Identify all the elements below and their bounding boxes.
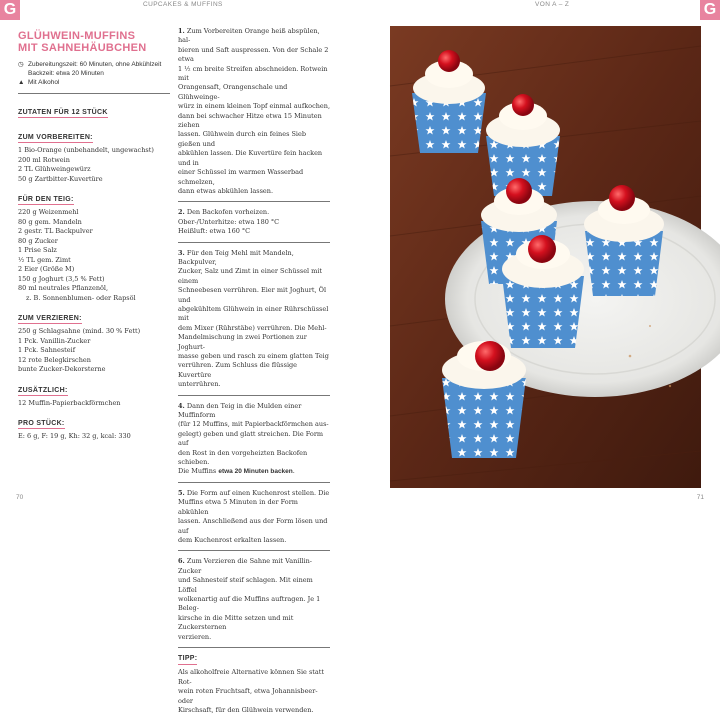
chapter-mark-right: G [700, 0, 720, 20]
step-line: Mandelmischung in zwei Portionen zur Joghurt- [178, 333, 307, 351]
step-line: Die Form auf einen Kuchenrost stellen. Die [186, 488, 330, 497]
step-line: einer Schüssel im warmen Wasserbad schmelzen, [178, 168, 304, 186]
step-number: 4. [178, 401, 185, 410]
ingredient-item: 1 Prise Salz [18, 246, 57, 254]
divider [178, 395, 330, 396]
step-4 [178, 402, 330, 477]
step-text: Die Muffins [178, 467, 219, 476]
step-line: den Rost in den vorgeheizten Backofen schieben. [178, 448, 308, 467]
recipe-title [18, 30, 170, 54]
section-nutrition [18, 410, 170, 442]
step-line: unterrühren. [178, 380, 221, 389]
running-head-right: VON A – Z [535, 1, 570, 8]
divider [178, 482, 330, 483]
ingredient-item: 12 rote Belegkirschen [18, 355, 91, 364]
running-head-left: CUPCAKES & MUFFINS [143, 1, 223, 8]
section-additional [18, 377, 170, 409]
ingredient-item: 80 ml neutrales Pflanzenöl, [18, 284, 109, 292]
step-number: 1. [178, 27, 185, 35]
page-number-left: 70 [16, 494, 24, 501]
ingredient-item: z. B. Sonnenblumen- oder Rapsöl [26, 293, 136, 302]
step-line: dann bei schwacher Hitze etwa 15 Minuten ziehen [178, 111, 322, 130]
recipe-title-line2: MIT SAHNEHÄUBCHEN [18, 42, 147, 54]
divider [178, 242, 330, 243]
step-line: Zum Vorbereiten Orange heiß abspülen, hal- [178, 27, 320, 45]
prep-time: Zubereitungszeit: 60 Minuten, ohne Abkühlzeit [28, 61, 162, 68]
step-line: Den Backofen vorheizen. [186, 208, 270, 217]
tip-line: Kirschsaft, für den Glühwein verwenden. [178, 706, 314, 714]
step-line: gelegt) geben und glatt streichen. Die Form auf [178, 429, 324, 448]
ingredient-item: 1 Bio-Orange (unbehandelt, ungewachst) [18, 146, 154, 154]
nutrition-values: E: 6 g, F: 19 g, Kh: 32 g, kcal: 330 [18, 432, 131, 440]
recipe-meta [18, 60, 170, 87]
step-line: lassen. Anschließend aus der Form lösen und auf [178, 517, 328, 535]
step-line: 1 ½ cm breite Streifen abschneiden. Rotwein mit [178, 64, 328, 83]
step-line: abgekühltem Glühwein in einer Rührschüssel mit [178, 304, 329, 323]
ingredient-item: 12 Muffin-Papierbackförmchen [18, 398, 121, 407]
clock-icon: ◷ [18, 61, 24, 68]
tip-heading: TIPP: [178, 654, 197, 665]
step-line: Heißluft: etwa 160 °C [178, 227, 251, 236]
step-line: dem Kuchenrost erkalten lassen. [178, 535, 287, 544]
step-line: abkühlen lassen. Die Kuvertüre fein hacken und in [178, 149, 323, 167]
section-heading: PRO STÜCK: [18, 420, 65, 427]
section-dough [18, 186, 170, 303]
chapter-mark-left: G [0, 0, 20, 20]
ingredient-item: 1 Pck. Sahnesteif [18, 346, 76, 354]
alcohol-note: Mit Alkohol [28, 79, 60, 86]
recipe-photo [390, 26, 701, 488]
ingredient-item: ½ TL gem. Zimt [18, 255, 71, 264]
step-number: 2. [178, 208, 185, 217]
bake-time: Backzeit: etwa 20 Minuten [28, 70, 104, 77]
section-prepare [18, 124, 170, 184]
step-line: masse geben und rasch zu einem glatten Teig [178, 352, 329, 360]
step-line: und Sahnesteif steif schlagen. Mit einem Löffel [178, 576, 313, 594]
step-line: Muffins etwa 5 Minuten in der Form abkühlen [178, 498, 298, 516]
ingredient-item: 250 g Schlagsahne (mind. 30 % Fett) [18, 327, 141, 335]
step-5 [178, 489, 330, 545]
step-text: . [292, 467, 295, 476]
step-line: Zucker, Salz und Zimt in einer Schüssel mit einem [178, 267, 323, 285]
step-line: Zum Verzieren die Sahne mit Vanillin-Zucker [178, 557, 312, 575]
ingredient-item: 50 g Zartbitter-Kuvertüre [18, 174, 103, 183]
ingredient-item: 2 Eier (Größe M) [18, 265, 75, 273]
divider [178, 550, 330, 551]
step-number: 6. [178, 557, 185, 566]
step-6 [178, 557, 330, 642]
step-line: lassen. Glühwein durch ein feines Sieb gießen und [178, 130, 307, 148]
step-line: Dann den Teig in die Mulden einer Muffinform [178, 401, 302, 420]
step-line: verrühren. Zum Schluss die flüssige Kuvertüre [178, 361, 298, 379]
tip-line: wein roten Fruchtsaft, etwa Johannisbeer- oder [178, 687, 318, 705]
step-3 [178, 249, 330, 390]
ingredient-item: 1 Pck. Vanillin-Zucker [18, 336, 91, 345]
step-number: 5. [178, 488, 185, 497]
step-line: würz in einem kleinen Topf einmal aufkochen, [178, 102, 331, 111]
step-line: verzieren. [178, 632, 212, 641]
step-1 [178, 27, 330, 196]
step-number: 3. [178, 248, 185, 257]
divider [18, 93, 170, 94]
triangle-icon: ▲ [18, 79, 25, 86]
ingredient-item: 2 gestr. TL Backpulver [18, 227, 93, 235]
step-line: kirsche in die Mitte setzen und mit Zuckersternen [178, 613, 294, 632]
step-line: bieren und Saft auspressen. Von der Schale 2 etwa [178, 45, 329, 64]
step-highlight: etwa 20 Minuten backen [218, 468, 293, 476]
step-line: dem Mixer (Rührstäbe) verrühren. Die Mehl- [178, 323, 327, 332]
recipe-title-line1: GLÜHWEIN-MUFFINS [18, 30, 136, 42]
tip-box [178, 654, 330, 715]
section-heading: ZUSÄTZLICH: [18, 386, 68, 394]
page-number-right: 71 [696, 494, 704, 501]
step-2 [178, 208, 330, 236]
step-line: (für 12 Muffins, mit Papierbackförmchen aus- [178, 420, 329, 429]
ingredient-item: 150 g Joghurt (3,5 % Fett) [18, 274, 105, 283]
ingredient-item: bunte Zucker-Dekorsterne [18, 365, 106, 373]
ingredients-column [18, 30, 170, 442]
section-heading: FÜR DEN TEIG: [18, 196, 74, 203]
tip-line: Als alkoholfreie Alternative können Sie statt Rot- [178, 668, 325, 686]
ingredient-item: 220 g Weizenmehl [18, 208, 79, 216]
cupcake-6 [442, 341, 526, 458]
step-line [178, 467, 330, 476]
ingredient-item: 200 ml Rotwein [18, 155, 70, 164]
step-line: Ober-/Unterhitze: etwa 180 °C [178, 217, 280, 226]
step-line: wolkenartig auf die Muffins auftragen. Je 1 Beleg- [178, 594, 321, 613]
step-line: dann etwas abkühlen lassen. [178, 186, 274, 195]
section-decorate [18, 305, 170, 375]
section-heading: ZUM VERZIEREN: [18, 315, 82, 322]
divider [178, 201, 330, 202]
section-heading: ZUM VORBEREITEN: [18, 134, 93, 141]
servings-heading: ZUTATEN FÜR 12 STÜCK [18, 109, 108, 116]
cupcakes-illustration [390, 26, 701, 488]
step-line: Schneebesen verrühren. Eier mit Joghurt, Öl und [178, 286, 327, 304]
step-line: Orangensaft, Orangenschale und Glühweinge- [178, 83, 288, 101]
step-line: Für den Teig Mehl mit Mandeln, Backpulver, [178, 248, 294, 266]
steps-column [178, 27, 330, 715]
divider [178, 647, 330, 648]
ingredient-item: 80 g Zucker [18, 236, 58, 245]
ingredient-item: 80 g gem. Mandeln [18, 217, 82, 226]
ingredient-item: 2 TL Glühweingewürz [18, 165, 91, 173]
